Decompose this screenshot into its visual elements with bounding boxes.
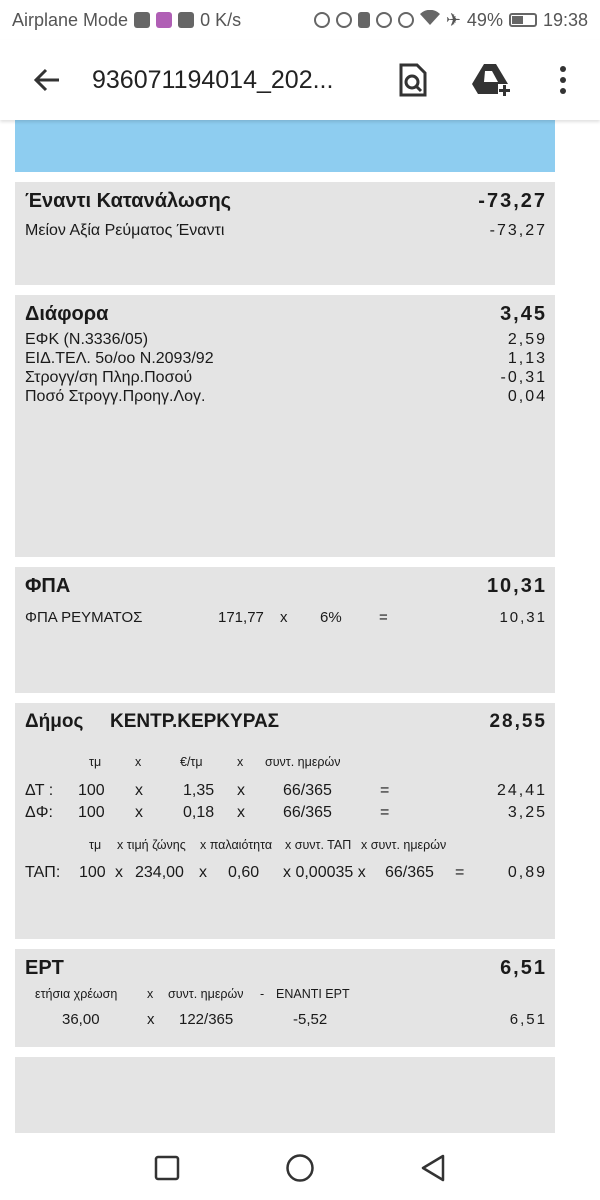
tap-value: 0,89 [507,864,547,881]
fpa-base: 171,77 [218,609,264,626]
find-in-document-button[interactable] [388,55,438,105]
item-value: 1,13 [507,350,547,367]
equals-sign: = [380,804,390,821]
navigation-bar [0,1133,600,1200]
battery-percent: 49% [466,9,503,30]
camera-icon [178,12,194,28]
col-header-tap: x συντ. ΤΑΠ [285,838,352,852]
item-label: Ποσό Στρογγ.Προηγ.Λογ. [25,388,206,405]
headphones-icon [314,12,330,28]
airplane-icon: ✈ [445,9,461,30]
triangle-back-icon [420,1154,446,1182]
equals-sign: = [380,782,390,799]
times-sign: x [135,782,143,799]
app-bar [0,40,600,120]
status-bar [0,0,600,40]
times-sign: x [280,609,288,626]
data-saver-icon [336,12,352,28]
back-button[interactable] [22,55,72,105]
back-nav-button[interactable] [416,1151,450,1185]
df-tm: 100 [78,804,105,821]
col-header-x: x [237,755,244,769]
recents-button[interactable] [150,1151,184,1185]
tap-days: 66/365 [385,864,434,881]
tap-zone-price: 234,00 [135,864,184,881]
section-ert [15,949,555,1047]
item-value: -73,27 [489,222,547,239]
ert-enanti: -5,52 [293,1011,328,1028]
times-sign: x [237,804,245,821]
youtube-icon [134,12,150,28]
ert-value: 6,51 [509,1011,547,1028]
times-sign: x [147,1011,155,1028]
home-button[interactable] [283,1151,317,1185]
equals-sign: = [455,864,465,881]
section-next [15,1057,555,1133]
col-header-days: x συντ. ημερών [361,838,447,852]
item-label: Μείον Αξία Ρεύματος Έναντι [25,222,225,239]
section-total: 6,51 [500,957,547,979]
section-total: 28,55 [489,711,547,732]
battery-icon [509,13,537,27]
equals-sign: = [379,609,388,626]
arrow-back-icon [32,65,62,95]
section-title: ΕΡΤ [25,957,64,979]
col-header-tm: τμ [89,755,102,769]
tap-coefficient: x 0,00035 x [283,864,366,881]
col-header-rate: €/τμ [180,755,203,769]
item-value: -0,31 [500,369,547,386]
col-header-days: συντ. ημερών [265,755,341,769]
eye-icon [398,12,414,28]
fpa-label: ΦΠΑ ΡΕΥΜΑΤΟΣ [25,609,143,626]
times-sign: x [237,782,245,799]
carrier-label: Airplane Mode [12,9,129,30]
section-title: Δήμος [25,711,84,732]
col-header-minus: - [260,987,265,1001]
document-title: 936071194014_202... [92,65,334,94]
document-viewer[interactable] [0,120,600,1133]
clock: 19:38 [542,9,588,30]
list-item [25,331,547,349]
section-header [25,575,547,598]
fpa-value: 10,31 [499,609,547,626]
col-header-age: x παλαιότητα [200,838,273,852]
df-label: ΔΦ: [25,804,53,821]
item-label: ΕΦΚ (Ν.3336/05) [25,331,149,348]
dt-value: 24,41 [496,782,547,799]
df-rate: 0,18 [183,804,215,821]
col-header-x: x [135,755,142,769]
dt-tm: 100 [78,782,105,799]
more-options-button[interactable] [538,55,588,105]
item-value: 0,04 [507,388,547,405]
section-total: 10,31 [486,575,547,597]
fpa-rate: 6% [320,609,342,626]
dt-label: ΔΤ : [25,782,54,799]
drive-add-icon [472,62,512,98]
section-header [25,190,547,213]
tap-label: ΤΑΠ: [25,864,61,881]
network-speed: 0 K/s [200,9,242,30]
col-header-days: συντ. ημερών [168,987,244,1001]
col-header-x: x [147,987,154,1001]
tap-age: 0,60 [228,864,260,881]
document-search-icon [398,63,428,97]
more-vert-icon [559,65,567,95]
add-to-drive-button[interactable] [467,55,517,105]
section-dimos [15,703,555,939]
tap-tm: 100 [79,864,106,881]
col-header-tm: τμ [89,838,102,852]
section-diafora [15,295,555,557]
item-value: 2,59 [507,331,547,348]
circle-icon [285,1153,315,1183]
section-header [25,303,547,326]
section-enanti [15,182,555,285]
list-item [25,222,547,240]
puzzle-icon [156,12,172,28]
times-sign: x [199,864,207,881]
col-header-zone: x τιμή ζώνης [117,838,186,852]
section-title: Έναντι Κατανάλωσης [25,190,232,212]
municipality-name: ΚΕΝΤΡ.ΚΕΡΚΥΡΑΣ [110,711,280,732]
section-title: Διάφορα [25,303,109,325]
section-title: ΦΠΑ [25,575,71,597]
blue-banner [15,120,555,172]
list-item [25,350,547,368]
square-icon [154,1155,180,1181]
times-sign: x [115,864,123,881]
section-header [25,957,547,980]
list-item [25,369,547,387]
dt-rate: 1,35 [183,782,215,799]
alarm-icon [376,12,392,28]
ert-days: 122/365 [179,1011,234,1028]
section-fpa [15,567,555,693]
item-label: Στρογγ/ση Πληρ.Ποσού [25,369,193,386]
df-days: 66/365 [283,804,332,821]
df-value: 3,25 [507,804,547,821]
dt-days: 66/365 [283,782,332,799]
times-sign: x [135,804,143,821]
ert-annual: 36,00 [62,1011,100,1028]
list-item [25,388,547,406]
col-header-enanti: ΕΝΑΝΤΙ ΕΡΤ [276,987,350,1001]
col-header-annual: ετήσια χρέωση [35,987,118,1001]
vibrate-icon [358,12,370,28]
item-label: ΕΙΔ.ΤΕΛ. 5ο/οο Ν.2093/92 [25,350,214,367]
section-total: 3,45 [500,303,547,325]
section-total: -73,27 [478,190,547,212]
wifi-icon [420,10,440,31]
